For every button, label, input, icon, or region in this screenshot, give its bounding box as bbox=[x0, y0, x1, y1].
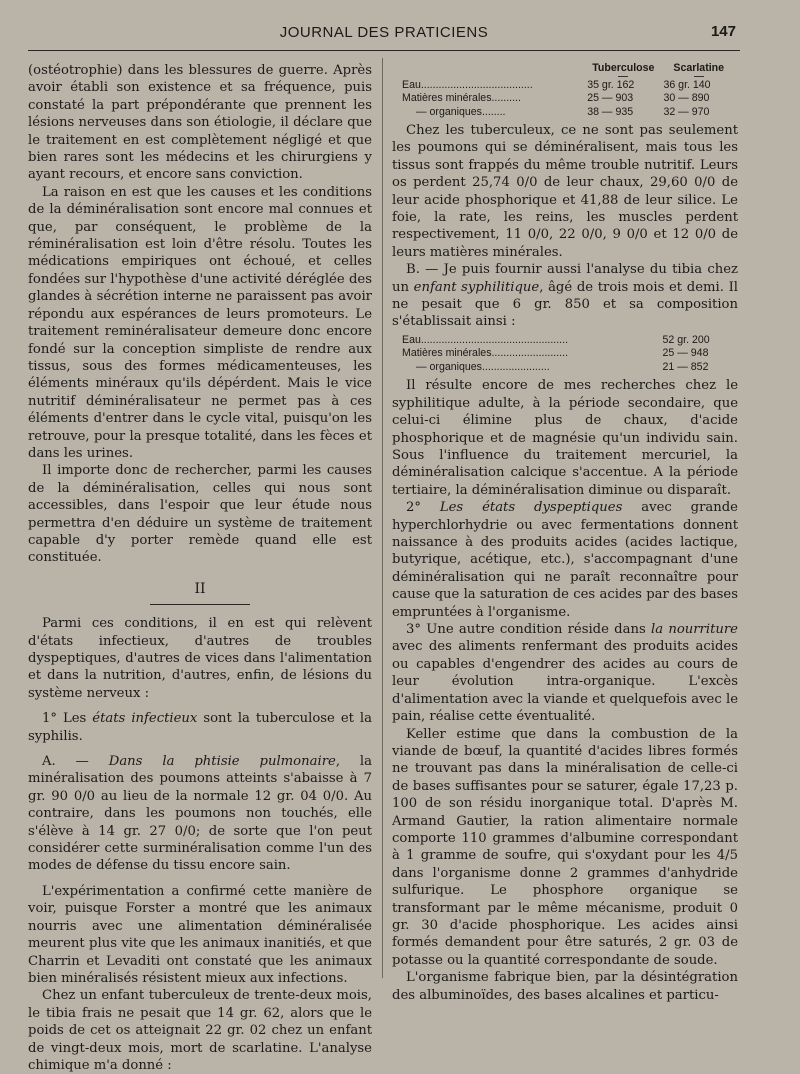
paragraph: (ostéotrophie) dans les blessures de guerre. Après avoir établi son existence et sa fréquence, puis constaté la part prépondérante que prennent les lésions nerveuses dans son étiologie, il déclare que le traitement en est complètement négligé et que bien rares sont les médecins et les chirurgiens y ayant recours, et encore sans conviction. bbox=[28, 63, 372, 183]
text-run: B. — Je puis fournir aussi l'analyse du tibia chez un bbox=[392, 262, 738, 295]
paragraph: Il importe donc de rechercher, parmi les causes de la déminéralisation, celles qui nous sont accessibles, dans l'espoir que leur étude nous permettra d'en déduire un système de traitement capable d'y porter remède quand elle est constituée. bbox=[28, 463, 372, 566]
right-column bbox=[392, 62, 738, 1004]
cell: 52 gr. 200 bbox=[662, 333, 710, 346]
page-number: 147 bbox=[710, 23, 736, 40]
table-row bbox=[402, 361, 738, 375]
paragraph bbox=[392, 499, 738, 621]
column-header: Tuberculose bbox=[587, 62, 663, 79]
analysis-table-syphilis bbox=[402, 334, 738, 375]
paragraph: L'organisme fabrique bien, par la désintégration des albuminoïdes, des bases alcalines et particu- bbox=[392, 970, 738, 1003]
paragraph bbox=[28, 753, 372, 875]
row-label: Eau.................................................. bbox=[402, 333, 569, 346]
text-run: avec grande hyperchlorhydrie ou avec fermentations donnent naissance à des produits acides (acides lactique, butyrique, acétique, etc.), s'accompagnant d'une déminéralisation qui ne paraît reconnaître pour cause que la saturation de ces acides par des bases empruntées à l'organisme. bbox=[392, 500, 738, 620]
emphasis: Les états dyspeptiques bbox=[439, 500, 623, 516]
column-divider bbox=[382, 58, 383, 978]
text-run: 1° Les bbox=[42, 711, 93, 727]
row-label: Matières minérales.......... bbox=[402, 92, 521, 104]
text-run: 3° Une autre condition réside dans bbox=[406, 622, 651, 638]
cell: 25 — 903 bbox=[587, 92, 634, 104]
column-header: Scarlatine bbox=[663, 62, 738, 79]
paragraph: La raison en est que les causes et les conditions de la déminéralisation sont encore mal connues et que, par conséquent, le problème de la réminéralisation est loin d'être résolu. Toutes les médications empiriques ont échoué, et celles fondées sur l'hypothèse d'une activité déréglée des glandes à sécrétion interne ne paraissent pas avoir répondu aux espérances de leurs promoteurs. Le traitement reminéralisateur demeure donc encore fondé sur la conception simpliste de rendre aux tissus, sous des formes médicamenteuses, les éléments minéraux qu'ils dépérdent. Mais le vice nutritif déminéralisateur ne permet pas à ces éléments d'entrer dans le cycle vital, puisqu'on les retrouve, pour la presque totalité, dans les fèces et dans les urines. bbox=[28, 184, 372, 461]
cell: 32 — 970 bbox=[663, 105, 710, 118]
paragraph: Keller estime que dans la combustion de la viande de bœuf, la quantité d'acides libres formés ne trouvant pas dans la minéralisation de celle-ci de bases suffisantes pour se saturer, égale 17,23 p. 100 de son résidu inorganique total. D'après M. Armand Gautier, la ration alimentaire normale comporte 110 grammes d'albumine correspondant à 1 gramme de soufre, qui s'oxydant pour les 4/5 dans l'organisme donne 2 grammes d'anhydride sulfurique. Le phosphore organique se transformant par le même mécanisme, produit 0 gr. 30 d'acide phosphorique. Les acides ainsi formés demandent pour être saturés, 2 gr. 03 de potasse ou la quantité correspondante de soude. bbox=[392, 726, 738, 968]
text-run: , âgé de trois mois et demi. Il ne pesait que 6 gr. 850 et sa composition s'établissait ainsi : bbox=[392, 279, 739, 330]
paragraph: Parmi ces conditions, il en est qui relèvent d'états infectieux, d'autres de troubles dyspeptiques, d'autres de vices dans l'alimentation et dans la nutrition, d'autres, enfin, de lésions du système nerveux : bbox=[28, 616, 372, 701]
text-run: 2° bbox=[406, 500, 440, 516]
paragraph: Chez les tuberculeux, ce ne sont pas seulement les poumons qui se déminéralisent, mais tous les tissus sont frappés du même trouble nutritif. Leurs os perdent 25,74 0/0 de leur chaux, 29,60 0/0 de leur acide phosphorique et 41,88 de leur silice. Le foie, la rate, les reins, les muscles perdent respectivement, 11 0/0, 22 0/0, 9 0/0 et 12 0/0 de leurs matières minérales. bbox=[392, 123, 738, 260]
cell: 36 gr. 140 bbox=[663, 78, 711, 91]
left-column bbox=[28, 62, 372, 1074]
cell: 30 — 890 bbox=[663, 92, 710, 104]
page-header bbox=[28, 20, 740, 51]
row-label: — organiques....................... bbox=[416, 360, 550, 373]
emphasis: Dans la phtisie pulmonaire bbox=[108, 754, 336, 770]
row-label: — organiques........ bbox=[416, 105, 506, 118]
journal-title: JOURNAL DES PRATICIENS bbox=[279, 24, 489, 41]
section-number: II bbox=[194, 580, 206, 597]
section-rule bbox=[150, 604, 250, 605]
paragraph: Il résulte encore de mes recherches chez le syphilitique adulte, à la période secondaire, que celui-ci élimine plus de chaux, d'acide phosphorique et de magnésie qu'un individu sain. Sous l'influence du traitement mercuriel, la déminéralisation calcique s'accentue. A la période tertiaire, la déminéralisation diminue ou disparaît. bbox=[392, 378, 738, 498]
analysis-table-tuberculose-scarlatine bbox=[402, 62, 738, 119]
text-run: sont la tuberculose et la syphilis. bbox=[28, 711, 372, 744]
emphasis: états infectieux bbox=[92, 711, 198, 727]
emphasis: enfant syphilitique bbox=[413, 279, 540, 295]
emphasis: la nourriture bbox=[651, 622, 738, 638]
paragraph bbox=[392, 261, 738, 331]
paragraph: L'expérimentation a confirmé cette manière de voir, puisque Forster a montré que les animaux nourris avec une alimentation déminéralisée meurent plus vite que les animaux inanitiés, et que Charrin et Levaditi ont constaté que les animaux bien minéralisés résistent mieux aux infections. bbox=[28, 883, 372, 986]
cell: 38 — 935 bbox=[587, 105, 634, 118]
paragraph: Chez un enfant tuberculeux de trente-deux mois, le tibia frais ne pesait que 14 gr. 62, alors que le poids de cet os atteignait 22 gr. 02 chez un enfant de vingt-deux mois, mort de scarlatine. L'analyse chimique m'a donné : bbox=[28, 988, 372, 1073]
table-row bbox=[402, 347, 738, 361]
text-run: A. — bbox=[42, 754, 109, 770]
paragraph bbox=[28, 710, 372, 745]
paragraph bbox=[392, 621, 738, 725]
cell: 35 gr. 162 bbox=[587, 78, 635, 91]
text-run: avec des aliments renfermant des produits acides ou capables d'engendrer des acides au cours de leur évolution intra-organique. L'excès d'alimentation avec la viande et quelquefois avec le pain, réalise cette éventualité. bbox=[392, 639, 738, 725]
table-row bbox=[402, 79, 738, 93]
cell: 21 — 852 bbox=[662, 360, 709, 373]
cell: 25 — 948 bbox=[662, 347, 709, 360]
table-row bbox=[402, 334, 738, 348]
table-row bbox=[402, 92, 738, 106]
section-heading bbox=[28, 581, 372, 605]
text-run: , la minéralisation des poumons atteints s'abaisse à 7 gr. 90 0/0 au lieu de la normale 12 gr. 04 0/0. Au contraire, dans les poumons non touchés, elle s'élève à 14 gr. 27 0/0; de sorte que l'on peut considérer cette surminéralisation comme l'un des modes de défense du tissu encore sain. bbox=[28, 754, 373, 874]
row-label: Eau...................................... bbox=[402, 78, 533, 91]
row-label: Matières minérales.......................... bbox=[402, 347, 569, 360]
table-row bbox=[402, 106, 738, 120]
